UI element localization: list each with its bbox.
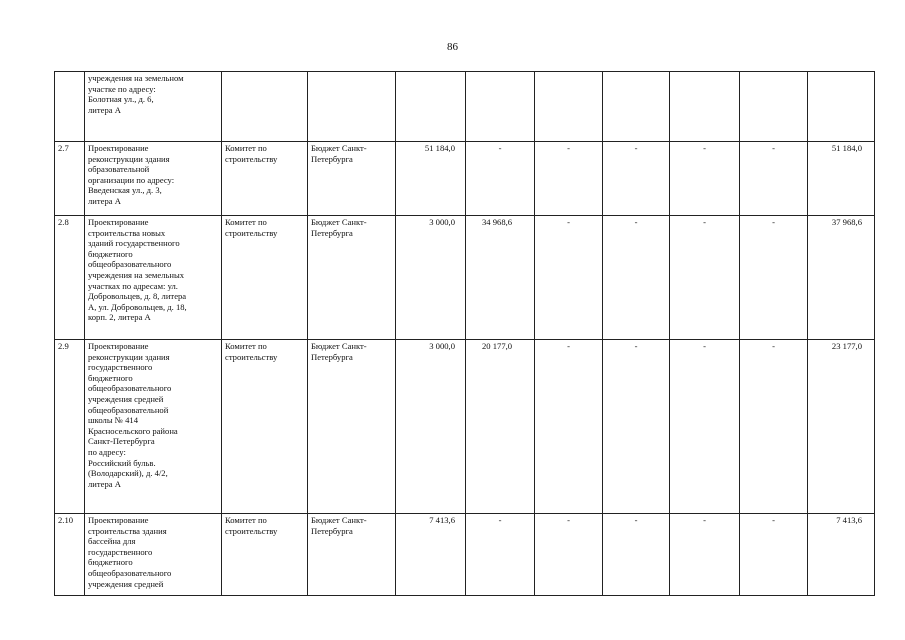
row-total (808, 72, 875, 142)
value-cell (603, 72, 670, 142)
value-cell: - (740, 216, 808, 340)
row-source (308, 72, 396, 142)
value-cell: 3 000,0 (396, 216, 466, 340)
row-total: 37 968,6 (808, 216, 875, 340)
row-total: 7 413,6 (808, 514, 875, 596)
row-executor: Комитет по строительству (222, 514, 308, 596)
value-cell: - (670, 340, 740, 514)
value-cell: - (535, 514, 603, 596)
table-row (55, 72, 875, 142)
value-cell: - (670, 142, 740, 216)
value-cell: - (466, 514, 535, 596)
table-row (55, 514, 875, 596)
value-cell: - (740, 142, 808, 216)
row-source: Бюджет Санкт-Петербурга (308, 142, 396, 216)
value-cell (740, 72, 808, 142)
value-cell: - (466, 142, 535, 216)
row-number: 2.7 (55, 142, 85, 216)
value-cell (535, 72, 603, 142)
table-row (55, 142, 875, 216)
value-cell: - (603, 340, 670, 514)
value-cell: 51 184,0 (396, 142, 466, 216)
row-number: 2.8 (55, 216, 85, 340)
value-cell: - (603, 514, 670, 596)
value-cell: - (670, 216, 740, 340)
value-cell (466, 72, 535, 142)
row-number: 2.9 (55, 340, 85, 514)
row-description: учреждения на земельном участке по адресу: Болотная ул., д. 6, литера А (85, 72, 222, 142)
row-source: Бюджет Санкт-Петербурга (308, 514, 396, 596)
row-description: Проектирование строительства новых зданий государственного бюджетного общеобразовательного учреждения на земельных участках по адресам: ул. Добровольцев, д. 8, литера А, ул. Добровольцев, д. 18, корп. 2, литера А (85, 216, 222, 340)
value-cell: 7 413,6 (396, 514, 466, 596)
row-number: 2.10 (55, 514, 85, 596)
value-cell: - (670, 514, 740, 596)
value-cell: - (603, 142, 670, 216)
row-number (55, 72, 85, 142)
budget-table (54, 71, 875, 596)
value-cell (396, 72, 466, 142)
value-cell: 20 177,0 (466, 340, 535, 514)
row-total: 23 177,0 (808, 340, 875, 514)
row-executor (222, 72, 308, 142)
table-row (55, 216, 875, 340)
value-cell: - (535, 142, 603, 216)
page-number: 86 (447, 41, 458, 53)
row-executor: Комитет по строительству (222, 216, 308, 340)
row-description: Проектирование реконструкции здания государственного бюджетного общеобразовательного учреждения средней общеобразовательной школы № 414 Красносельского района Санкт-Петербурга по адресу: Российский бульв. (Володарский), д. 4/2, литера А (85, 340, 222, 514)
table-row (55, 340, 875, 514)
row-total: 51 184,0 (808, 142, 875, 216)
row-source: Бюджет Санкт-Петербурга (308, 216, 396, 340)
row-executor: Комитет по строительству (222, 340, 308, 514)
row-executor: Комитет по строительству (222, 142, 308, 216)
row-source: Бюджет Санкт-Петербурга (308, 340, 396, 514)
row-description: Проектирование реконструкции здания образовательной организации по адресу: Введенская ул., д. 3, литера А (85, 142, 222, 216)
value-cell: - (535, 216, 603, 340)
value-cell (670, 72, 740, 142)
value-cell: - (740, 340, 808, 514)
value-cell: - (740, 514, 808, 596)
value-cell: - (603, 216, 670, 340)
value-cell: 34 968,6 (466, 216, 535, 340)
value-cell: 3 000,0 (396, 340, 466, 514)
value-cell: - (535, 340, 603, 514)
row-description: Проектирование строительства здания бассейна для государственного бюджетного общеобразовательного учреждения средней (85, 514, 222, 596)
